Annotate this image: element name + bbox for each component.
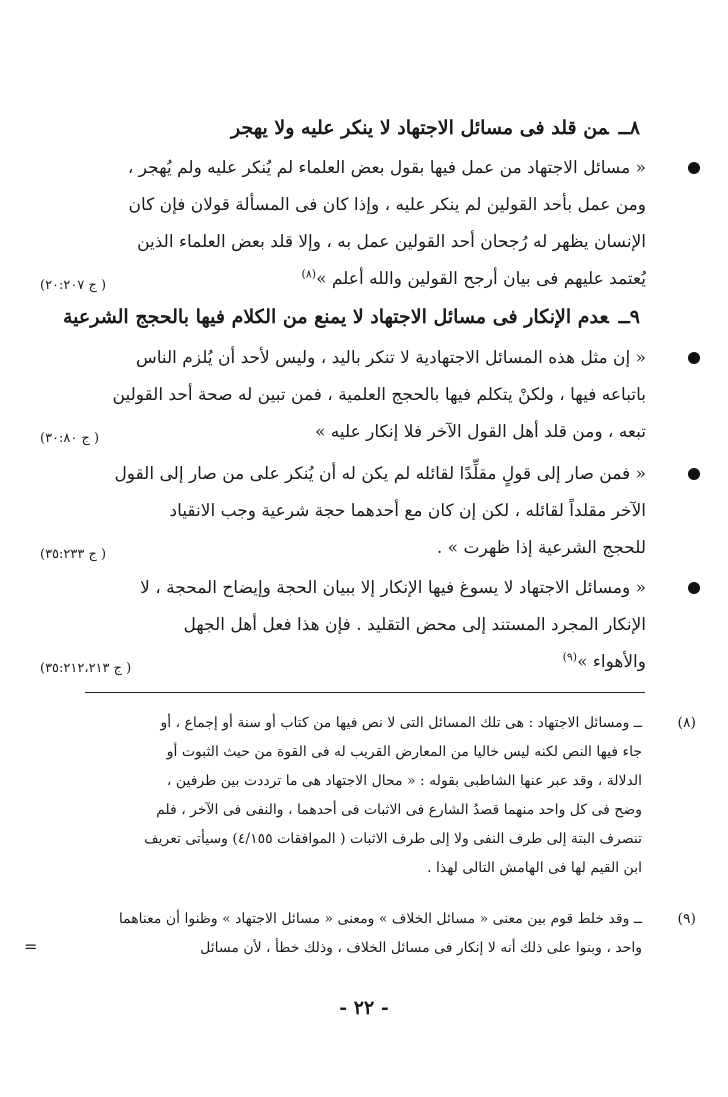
quote-line: الإنكار المجرد المستند إلى محض التقليد . فإن هذا فعل أهل الجهل [183, 615, 646, 635]
quote-line: الآخر مقلداً لقائله ، لكن إن كان مع أحدهما حجة شرعية وجب الانقياد [169, 501, 646, 521]
footnote-marker: (٨) [301, 267, 317, 281]
source-reference: ( ج ٢٠:٢٠٧) [40, 278, 107, 293]
quote-item-3 [40, 456, 646, 567]
footnote-9 [24, 905, 696, 963]
footnote-line: ابن القيم لها فى الهامش التالى لهذا . [427, 860, 642, 876]
footnote-text: واحد ، وبنوا على ذلك أنه لا إنكار فى مسائل الخلاف ، وذلك خطأ ، لأن مسائل [200, 940, 642, 956]
source-reference: ( ج ٣٥:٢١٢،٢١٣) [40, 661, 132, 676]
quote-line [40, 644, 646, 681]
footnote-number: (٨) [677, 715, 696, 731]
footnote-8 [80, 709, 696, 883]
quote-line: « إن مثل هذه المسائل الاجتهادية لا تنكر باليد ، وليس لأحد أن يُلزم الناس [135, 348, 646, 368]
section-heading-8 [40, 113, 640, 143]
quote-item-2 [40, 340, 646, 451]
page-number: - ٢٢ - [339, 997, 389, 1019]
bullet-icon [688, 582, 700, 594]
footnote-line: ــ وقد خلط قوم بين معنى « مسائل الخلاف » ومعنى « مسائل الاجتهاد » وظنوا أن معناهما [118, 911, 642, 927]
section-heading-9 [40, 302, 640, 332]
continuation-mark: = [24, 937, 38, 956]
footnote-line: ــ ومسائل الاجتهاد : هى تلك المسائل التى لا نص فيها من كتاب أو سنة أو إجماع ، أو [160, 715, 642, 731]
quote-text: للحجج الشرعية إذا ظهرت » . [436, 538, 646, 558]
footnote-separator [85, 692, 645, 693]
source-reference: ( ج ٣٥:٢٣٣) [40, 547, 107, 562]
quote-line: باتباعه فيها ، ولكنْ يتكلم فيها بالحجج العلمية ، فمن تبين له صحة أحد القولين [112, 385, 646, 405]
section-title: عدم الإنكار فى مسائل الاجتهاد لا يمنع من الكلام فيها بالحجج الشرعية [62, 306, 609, 328]
quote-item-4 [40, 570, 646, 681]
quote-line: « مسائل الاجتهاد من عمل فيها بقول بعض العلماء لم يُنكر عليه ولم يُهجر ، [127, 158, 646, 178]
bullet-icon [688, 162, 700, 174]
quote-line [40, 530, 646, 567]
section-number: ٨ــ [618, 117, 640, 139]
section-title: من قلد فى مسائل الاجتهاد لا ينكر عليه ولا يهجر [231, 117, 609, 139]
quote-text: يُعتمد عليهم فى بيان أرجح القولين والله أعلم » [316, 269, 646, 289]
quote-line: « فمن صار إلى قولٍ مقلِّدًا لقائله لم يكن له أن يُنكر على من صار إلى القول [114, 464, 646, 484]
footnote-line: جاء فيها النص لكنه ليس خاليا من المعارض القريب له فى القوة من حيث الثبوت أو [166, 744, 642, 760]
quote-line: « ومسائل الاجتهاد لا يسوغ فيها الإنكار إلا ببيان الحجة وإيضاح المحجة ، لا [140, 578, 646, 598]
quote-line [40, 261, 646, 298]
footnote-line: الدلالة ، وقد عبر عنها الشاطبى بقوله : « محال الاجتهاد هى ما ترددت بين طرفين ، [166, 773, 642, 789]
footnote-number: (٩) [677, 911, 696, 927]
footnote-marker: (٩) [562, 650, 578, 664]
source-reference: ( ج ٣٠:٨٠) [40, 431, 100, 446]
quote-line [40, 414, 646, 451]
quote-text: والأهواء » [577, 652, 646, 672]
quote-line: ومن عمل بأحد القولين لم ينكر عليه ، وإذا كان فى المسألة قولان فإن كان [128, 195, 646, 215]
quote-item-1 [40, 150, 646, 298]
footnote-line: وضح فى كل واحد منهما قصدُ الشارع فى الاثبات فى أحدهما ، والنفى فى الآخر ، فلم [156, 802, 642, 818]
footnote-line [24, 934, 642, 963]
quote-line: الإنسان يظهر له رُجحان أحد القولين عمل به ، وإلا قلد بعض العلماء الذين [137, 232, 646, 252]
quote-text: تبعه ، ومن قلد أهل القول الآخر فلا إنكار عليه » [314, 422, 646, 442]
bullet-icon [688, 352, 700, 364]
bullet-icon [688, 468, 700, 480]
section-number: ٩ــ [618, 306, 640, 328]
footnote-line: تنصرف البتة إلى طرف النفى ولا إلى طرف الاثبات ( الموافقات ٤/١٥٥) وسيأتى تعريف [144, 831, 642, 847]
